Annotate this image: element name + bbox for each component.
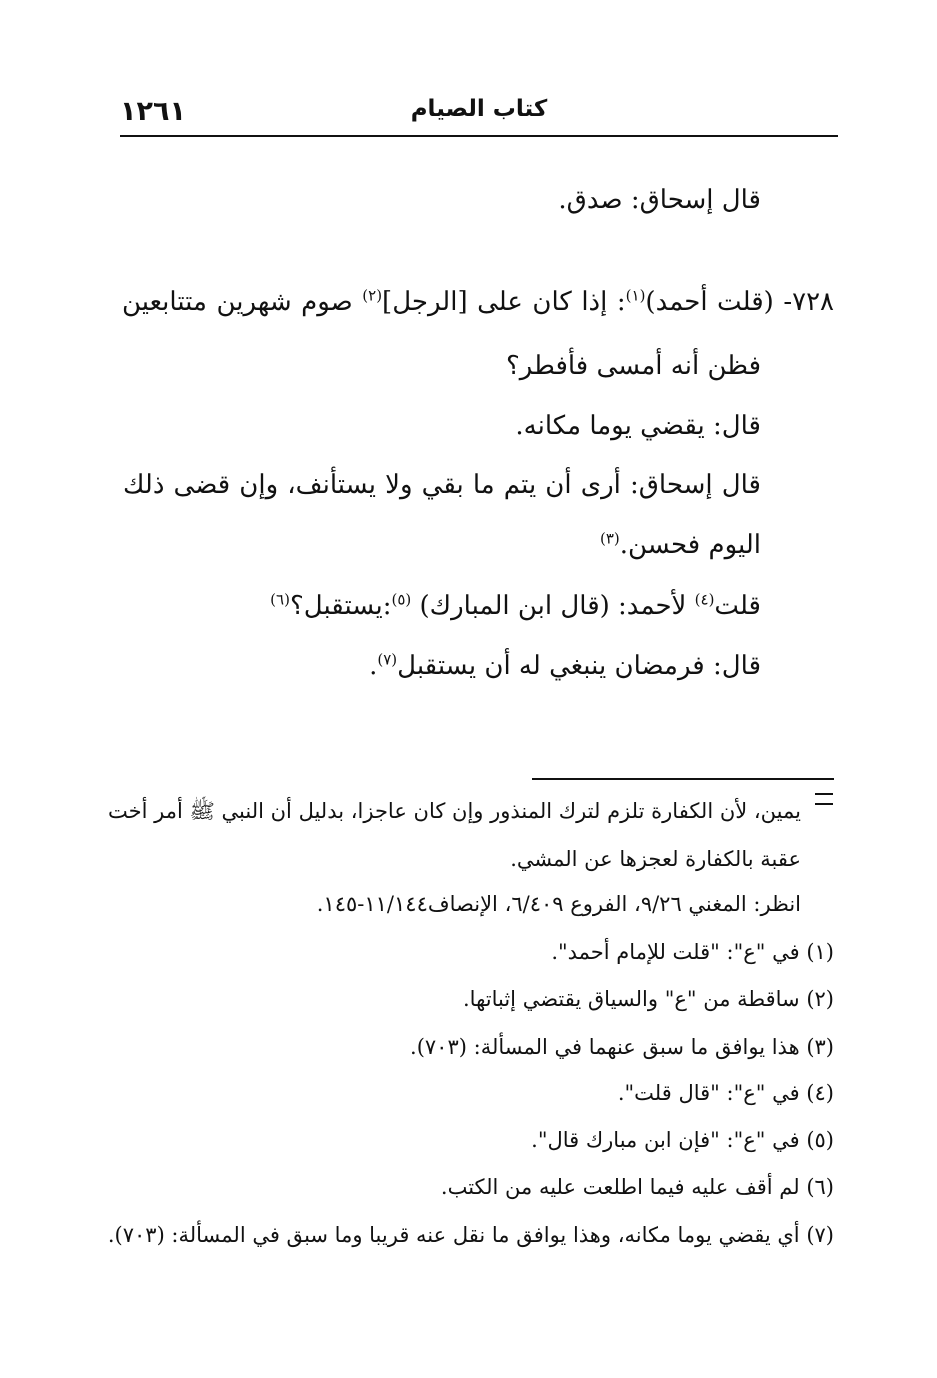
running-title: كتاب الصيام [410, 96, 548, 122]
text-line-ishaq-sadaq: قال إسحاق: صدق. [558, 185, 761, 215]
answer-ramadan-line: قال: فرمضان ينبغي له أن يستقبل$^{(٧)}$. [369, 650, 761, 681]
footnote-ref-7: (٧) [377, 650, 398, 669]
footnote-2: (٢) ساقطة من "ع" والسياق يقتضي إثباتها. [463, 987, 834, 1011]
footnote-continuation-line-1: يمين، لأن الكفارة تلزم لترك المنذور وإن كان عاجزا، بدليل أن النبي ﷺ أمر أخت [108, 799, 801, 823]
question-ibn-mubarak-line: قلت$^{(٤)}$ لأحمد: (قال ابن المبارك) $^{(٥)}$:يستقبل؟$^{(٦)}$ [270, 590, 761, 621]
question-number: ٧٢٨- [783, 287, 835, 317]
answer-ishaq-line-2: اليوم فحسن.$^{(٣)}$ [599, 529, 761, 560]
header-rule [120, 135, 838, 137]
question-728-line-2: فظن أنه أمسى فأفطر؟ [505, 351, 761, 381]
footnote-ref-6: (٦) [270, 590, 290, 609]
answer-ahmad-line: قال: يقضي يوما مكانه. [515, 411, 761, 441]
footnote-continuation-line-3: انظر: المغني ٩/٢٦، الفروع ٦/٤٠٩، الإنصاف١١/١٤٤-١٤٥. [316, 892, 801, 916]
question-728-line-1: ٧٢٨- (قلت أحمد)$^{(١)}$: إذا كان على [الرجل]$^{(٢)}$ صوم شهرين متتابعين [122, 286, 835, 317]
footnote-separator [532, 778, 834, 780]
footnote-4: (٤) في "ع": "قال قلت". [617, 1081, 834, 1105]
footnote-5: (٥) في "ع": "فإن ابن مبارك قال". [531, 1128, 834, 1152]
answer-ishaq-line-1: قال إسحاق: أرى أن يتم ما بقي ولا يستأنف، وإن قضى ذلك [123, 470, 761, 500]
page-number: ١٢٦١ [120, 96, 186, 127]
footnote-1: (١) في "ع": "قلت للإمام أحمد". [551, 940, 834, 964]
footnote-continuation-line-2: عقبة بالكفارة لعجزها عن المشي. [510, 847, 801, 871]
page-header [120, 92, 838, 132]
footnote-ref-2: (٢) [362, 286, 383, 305]
footnote-ref-5: (٥) [391, 590, 412, 609]
footnote-6: (٦) لم أقف عليه فيما اطلعت عليه من الكتب. [440, 1175, 834, 1199]
footnote-ref-3: (٣) [599, 529, 620, 548]
footnote-7: (٧) أي يقضي يوما مكانه، وهذا يوافق ما نقل عنه قريبا وما سبق في المسألة: (٧٠٣). [107, 1223, 834, 1247]
footnote-ref-1: (١) [625, 286, 646, 305]
footnote-ref-4: (٤) [694, 590, 715, 609]
footnote-3: (٣) هذا يوافق ما سبق عنهما في المسألة: (٧٠٣). [410, 1035, 834, 1059]
footnote-continuation-mark [815, 793, 833, 805]
